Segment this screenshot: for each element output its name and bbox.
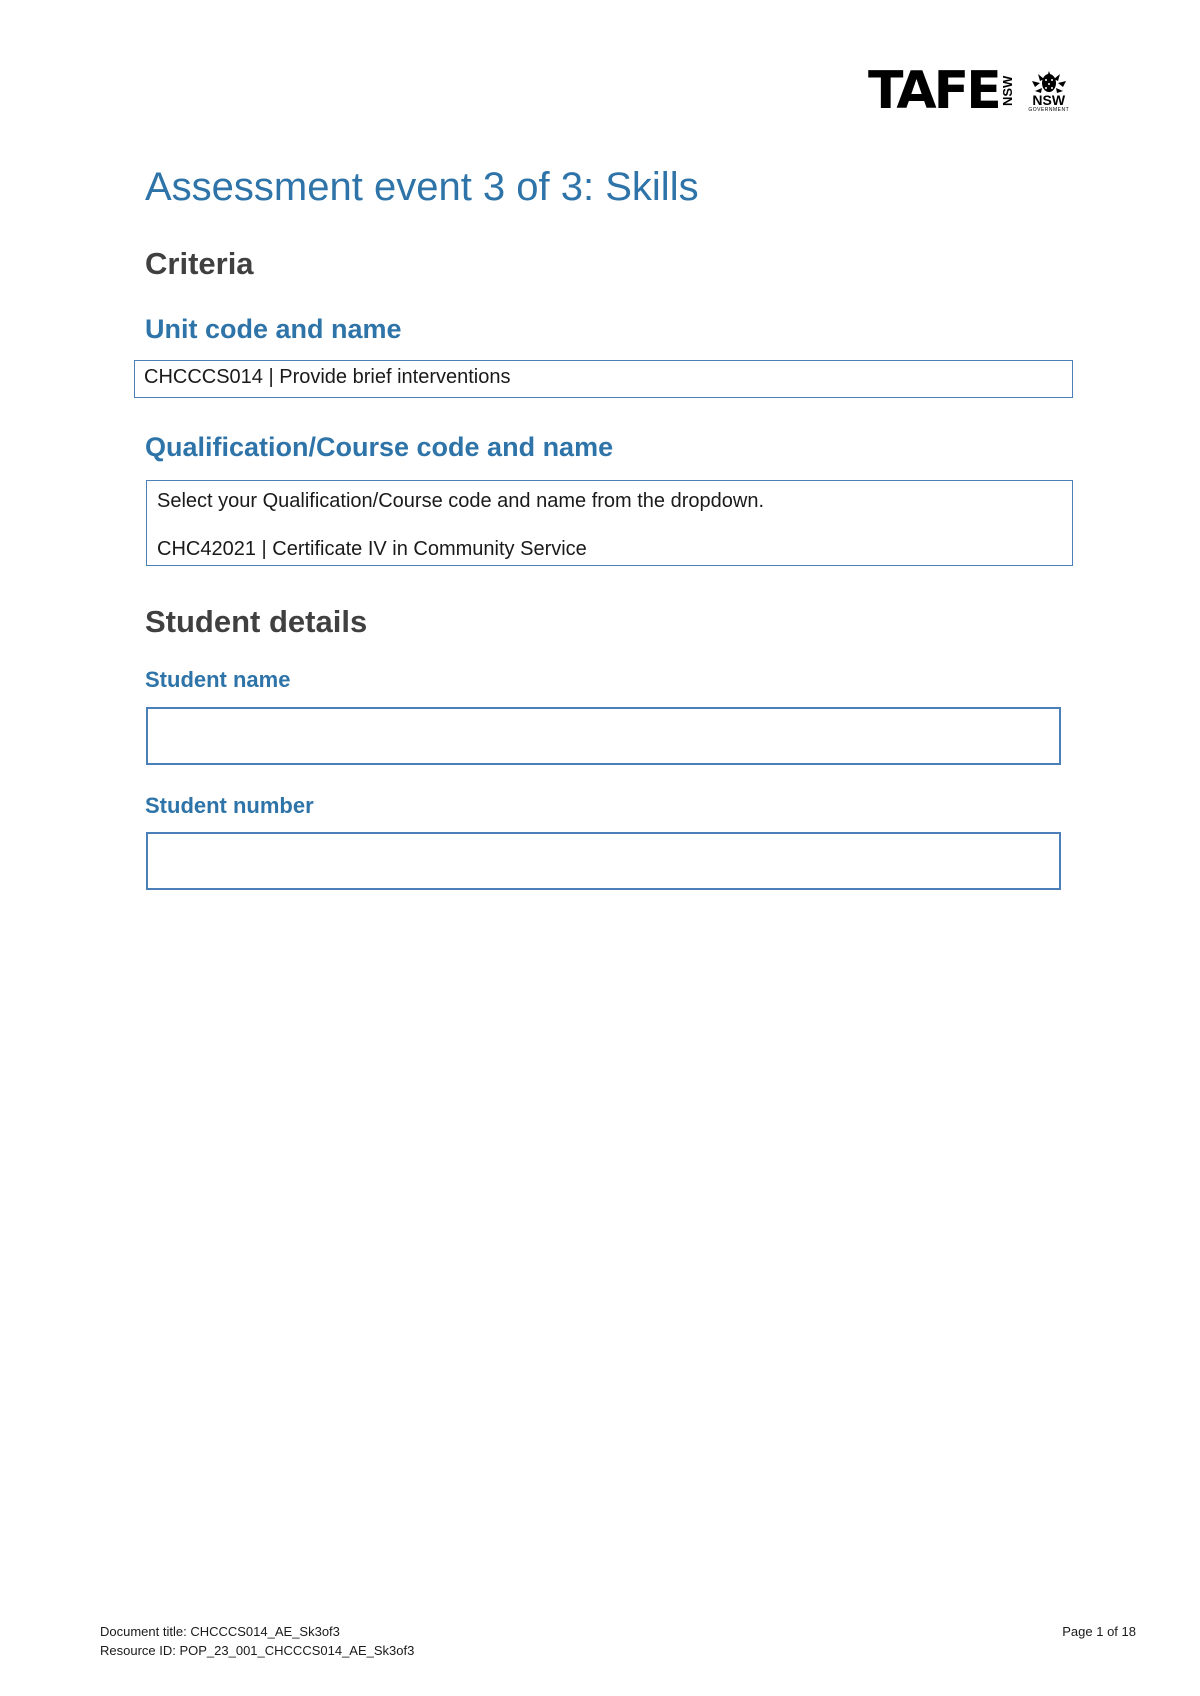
- student-number-input[interactable]: [146, 832, 1061, 890]
- logo-tafe-text: TAFE: [868, 61, 999, 121]
- footer-resource-id: Resource ID: POP_23_001_CHCCCS014_AE_Sk3of3: [100, 1643, 415, 1658]
- footer-document-title: Document title: CHCCCS014_AE_Sk3of3: [100, 1624, 340, 1639]
- unit-heading: Unit code and name: [145, 314, 402, 344]
- footer-left: [100, 1622, 414, 1660]
- qualification-box[interactable]: [146, 480, 1073, 566]
- criteria-heading: Criteria: [145, 246, 254, 281]
- unit-code-box: [134, 360, 1073, 398]
- student-number-label: Student number: [145, 793, 314, 818]
- qualification-value[interactable]: CHC42021 | Certificate IV in Community Service: [157, 538, 587, 560]
- footer-page-number: Page 1 of 18: [1062, 1624, 1136, 1639]
- student-name-input[interactable]: [146, 707, 1061, 765]
- qualification-instruction: Select your Qualification/Course code and name from the dropdown.: [157, 490, 765, 512]
- student-name-label: Student name: [145, 667, 291, 692]
- logo-nsw-text: NSW: [1032, 92, 1066, 108]
- qualification-heading: Qualification/Course code and name: [145, 432, 614, 462]
- logo-government-text: GOVERNMENT: [1028, 107, 1070, 113]
- unit-code-value: CHCCCS014 | Provide brief interventions: [144, 366, 511, 388]
- page-title: Assessment event 3 of 3: Skills: [145, 165, 699, 209]
- logo-tafe-nsw-text: NSW: [999, 75, 1015, 107]
- tafe-nsw-logo: [868, 61, 1071, 121]
- student-details-heading: Student details: [145, 604, 368, 639]
- nsw-government-logo: [1027, 69, 1071, 113]
